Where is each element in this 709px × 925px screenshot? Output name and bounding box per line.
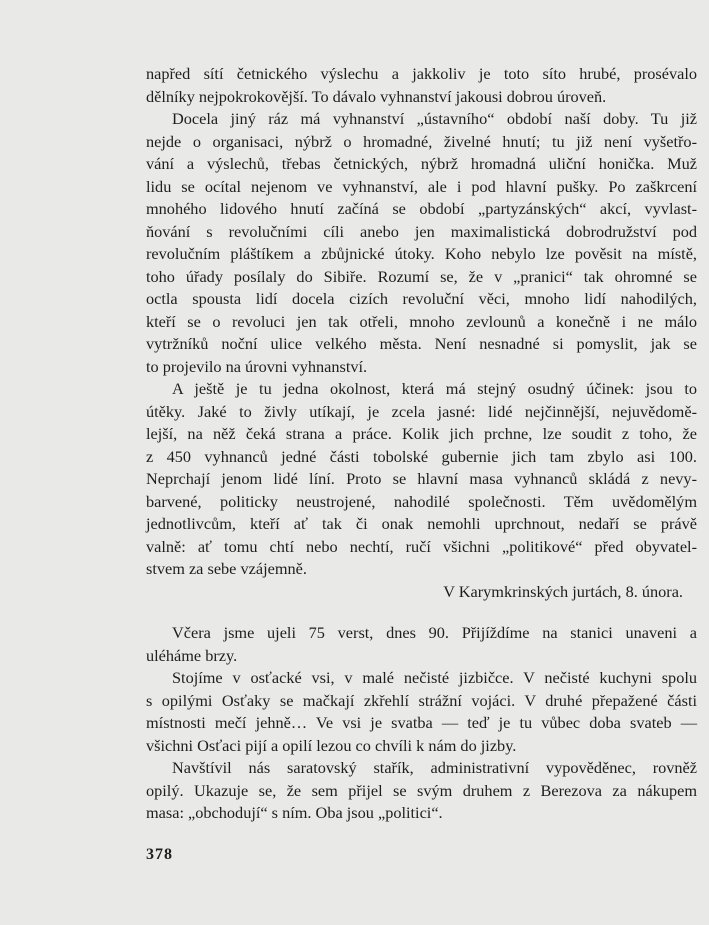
text-line: uléháme brzy. [146, 645, 238, 665]
text-line: ňování s revolučními cíli anebo jen maximalistická dobrodružství pod [146, 221, 697, 241]
text-line: revolučním pláštíkem a zbůjnické útoky. Koho nebylo lze pověsit na místě, [146, 244, 697, 263]
text-line: nejde o organisaci, nýbrž o hromadné, živelné hnutí; tu již není vyšetřo- [146, 131, 697, 151]
text-line: octla spousta lidí docela cizích revoluční věci, mnoho lidí nahodilých, [146, 289, 697, 308]
text-line: všichni Osťaci pijí a opilí lezou co chvíli k nám do jizby. [146, 735, 517, 755]
text-line: útěky. Jaké to živly utíkají, je zcela jasné: lidé nejčinnější, nejuvědomě- [146, 401, 697, 421]
text-line: barvené, politicky neustrojené, nahodilé společnosti. Těm uvědomělým [146, 491, 697, 511]
text-line: s opilými Osťaky se mačkají zkřehlí strážní vojáci. V druhé přepažené části [146, 690, 697, 710]
text-line: opilý. Ukazuje se, že sem přijel se svým druhem z Berezova za nákupem [146, 780, 697, 800]
text-line: napřed sítí četnického výslechu a jakkoliv je toto síto hrubé, prosévalo [146, 64, 697, 83]
text-line: jednotlivcům, kteří ať tak či onak nemohli uprchnout, nedaří se právě [146, 514, 697, 533]
text-line: mnohého lidového hnutí začíná se období „partyzánských“ akcí, vyvlast- [146, 199, 697, 218]
text-line: stvem za sebe vzájemně. [146, 559, 307, 578]
text-line: Včera jsme ujeli 75 verst, dnes 90. Přijíždíme na stanici unaveni a [172, 623, 697, 642]
text-line: lejší, na něž čeká strana a práce. Kolik jich prchne, lze soudit z toho, že [146, 424, 697, 443]
text-line: vání a výslechů, třebas četnických, nýbrž hromadná uliční honička. Muž [146, 154, 697, 173]
text-line: kteří se o revoluci jen tak otřeli, mnoho zevlounů a konečně i ne málo [146, 311, 697, 331]
text-line: vytržníků noční ulice velkého města. Není nesnadné si pomyslit, jak se [146, 334, 697, 353]
text-line: masa: „obchodují“ s ním. Oba jsou „politici“. [146, 803, 443, 822]
text-line: z 450 vyhnanců jedné části tobolské gubernie jich tam zbylo asi 100. [146, 446, 697, 466]
text-line: A ještě je tu jedna okolnost, která má stejný osudný účinek: jsou to [172, 379, 697, 398]
text-line: Neprchají jenom lidé líní. Proto se hlavní masa vyhnanců skládá z nevy- [146, 469, 697, 488]
text-line: lidu se ocítal nejenom ve vyhnanství, ale i pod hlavní pušky. Po zaškrcení [146, 176, 697, 196]
section-gap [146, 603, 697, 622]
text-line: Navštívil nás saratovský stařík, administrativní vypověděnec, rovněž [172, 758, 697, 777]
text-line: dělníky nejpokrokovější. To dávalo vyhnanství jakousi dobrou úroveň. [146, 86, 607, 106]
text-line: valně: ať tomu chtí nebo nechtí, ručí všichni „politikové“ před obyvatel- [146, 536, 697, 556]
text-line: Stojíme v osťacké vsi, v malé nečisté jizbičce. V nečisté kuchyni spolu [172, 668, 697, 687]
dateline: V Karymkrinských jurtách, 8. února. [443, 581, 683, 601]
text-line: to projevilo na úrovni vyhnanství. [146, 356, 368, 376]
text-line: Docela jiný ráz má vyhnanství „ústavního“ období naší doby. Tu již [172, 109, 697, 128]
text-line: toho úřady posílaly do Sibiře. Rozumí se, že v „pranici“ tak ohromné se [146, 266, 697, 286]
text-line: místnosti mečí jehně… Ve vsi je svatba — teď je tu vůbec doba svateb — [146, 713, 697, 732]
page-number: 378 [146, 846, 173, 863]
body-text [146, 63, 697, 825]
